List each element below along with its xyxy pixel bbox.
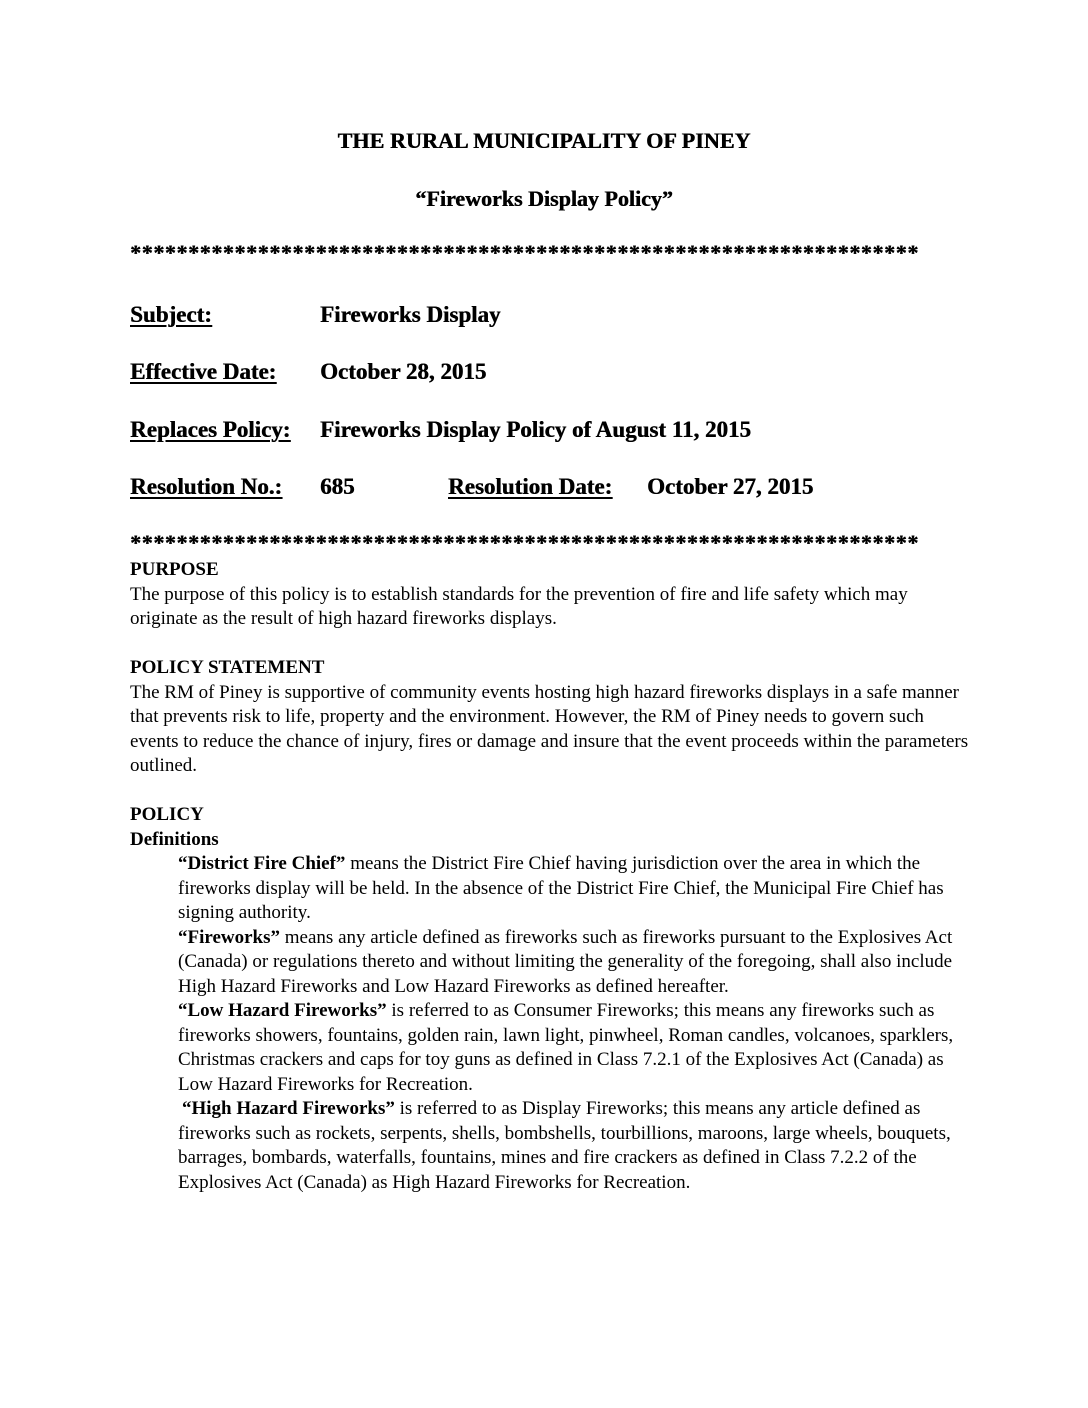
purpose-text: The purpose of this policy is to establish standards for the prevention of fire and life safety which may originate as the result of high hazard fireworks displays. <box>130 583 908 629</box>
replaces-policy-value: Fireworks Display Policy of August 11, 2015 <box>320 417 751 442</box>
definition-text: is referred to as Display Fireworks; this means any article defined as fireworks such as rockets, serpents, shells, bombshells, tourbillions, maroons, large wheels, bouquets, barrages, bombards, waterfalls, fountains, mines and fire crackers as defined in Class 7.2.2 of the Explosives Act (Canada) as High Hazard Fireworks for Recreation. <box>178 1098 951 1193</box>
effective-date-value: October 28, 2015 <box>320 359 487 384</box>
policy-heading: POLICY <box>130 804 204 825</box>
definition-term: “Fireworks” <box>178 926 281 948</box>
resolution-no-label: Resolution No.: <box>130 474 283 499</box>
definition-item <box>178 999 970 1097</box>
definitions-list <box>130 852 970 1195</box>
separator-bottom: ******************************************************************** <box>130 530 919 555</box>
definition-text: is referred to as Consumer Fireworks; this means any fireworks such as fireworks showers, fountains, golden rain, lawn light, pinwheel, Roman candles, volcanoes, sparklers, Christmas crackers and caps for toy guns as defined in Class 7.2.1 of the Explosives Act (Canada) as Low Hazard Fireworks for Recreation. <box>178 1000 954 1095</box>
policy-statement-text: The RM of Piney is supportive of community events hosting high hazard fireworks displays in a safe manner that prevents risk to life, property and the environment. However, the RM of Piney needs to govern such events to reduce the chance of injury, fires or damage and insure that the event proceeds within the parameters outlined. <box>130 681 969 776</box>
replaces-policy-label: Replaces Policy: <box>130 417 291 442</box>
definition-item <box>178 1097 970 1195</box>
definition-term: “District Fire Chief” <box>178 853 346 874</box>
purpose-heading: PURPOSE <box>130 559 219 580</box>
definition-term: “High Hazard Fireworks” <box>182 1098 395 1119</box>
document-subtitle: “Fireworks Display Policy” <box>415 186 673 211</box>
policy-section <box>130 803 970 1195</box>
definition-text: means the District Fire Chief having jurisdiction over the area in which the fireworks display will be held. In the absence of the District Fire Chief, the Municipal Fire Chief has signing authority. <box>178 853 944 923</box>
definition-term: “Low Hazard Fireworks” <box>178 1000 387 1021</box>
subject-label: Subject: <box>130 302 212 327</box>
document-title: THE RURAL MUNICIPALITY OF PINEY <box>337 128 751 153</box>
definition-item <box>178 926 970 1000</box>
definition-item <box>178 852 970 926</box>
subject-value: Fireworks Display <box>320 302 501 327</box>
definition-text: means any article defined as fireworks such as fireworks pursuant to the Explosives Act (Canada) or regulations thereto and without limiting the generality of the foregoing, shall also include High Hazard Fireworks and Low Hazard Fireworks as defined hereafter. <box>178 926 953 997</box>
resolution-no-value: 685 <box>320 474 355 499</box>
resolution-date-label: Resolution Date: <box>448 474 613 499</box>
resolution-date-value: October 27, 2015 <box>647 474 814 499</box>
effective-date-label: Effective Date: <box>130 359 277 384</box>
policy-statement-heading: POLICY STATEMENT <box>130 657 325 678</box>
purpose-section <box>130 558 970 632</box>
separator-top: ******************************************************************** <box>130 240 919 265</box>
definitions-heading: Definitions <box>130 828 219 850</box>
policy-statement-section <box>130 656 970 779</box>
